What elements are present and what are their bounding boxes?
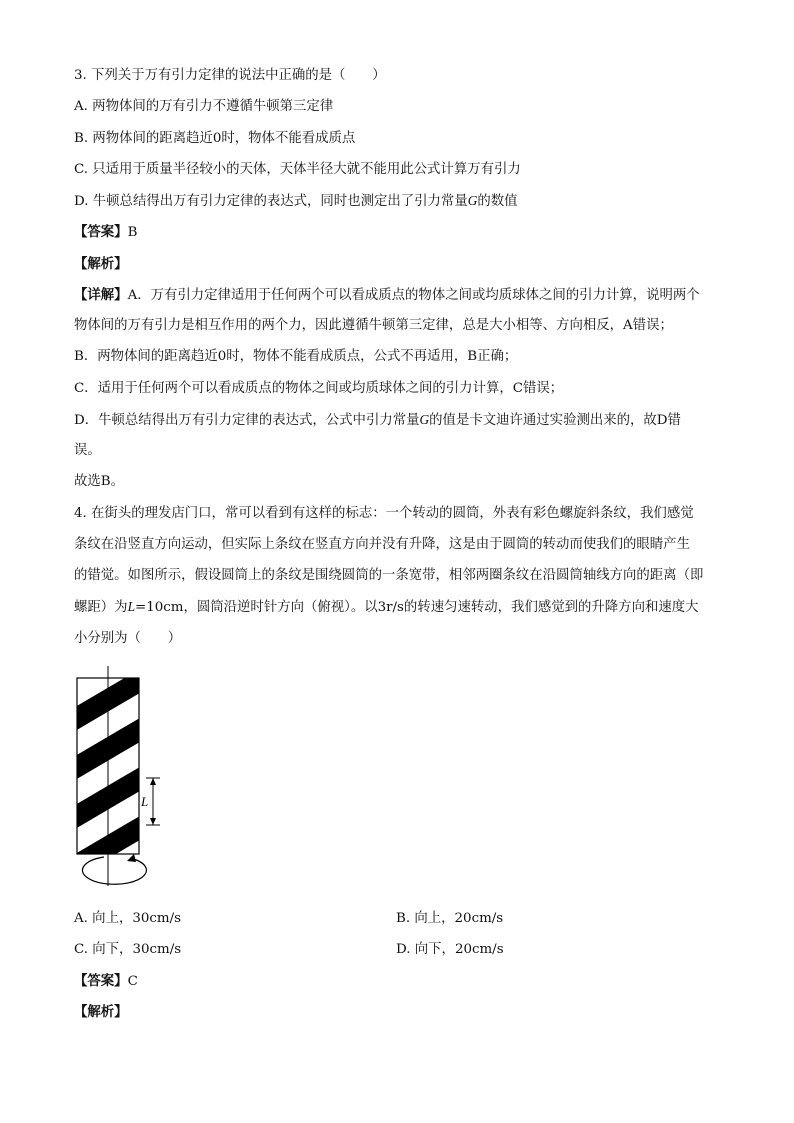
q3-option-d-tail: 的数值 (477, 194, 518, 209)
q3-option-d-g: G (467, 193, 478, 208)
q4-analysis-tag: 【解析】 (74, 1004, 128, 1020)
q4-stem-4 (74, 598, 699, 617)
q4-stem-1: 4. 在街头的理发店门口，常可以看到有这样的标志：一个转动的圆筒，外表有彩色螺旋斜条纹，我们感觉 (74, 506, 694, 521)
q4-stem-5: 小分别为（ ） (74, 631, 182, 646)
q4-option-b: B. 向上，20cm/s (396, 911, 504, 926)
q4-answer-value: C (127, 974, 138, 989)
q4-stem-3: 的错觉。如图所示，假设圆筒上的条纹是围绕圆筒的一条宽带，相邻两圈条纹在沿圆筒轴线方向的距离（即 (74, 568, 704, 583)
q3-answer (74, 223, 137, 242)
q4-stem-4-tail: =10cm，圆筒沿逆时针方向（俯视）。以3r/s的转速匀速转动，我们感觉到的升降方向和速度大 (135, 600, 699, 615)
q3-answer-tag: 【答案】 (74, 224, 128, 240)
q4-answer (74, 972, 138, 991)
q4-stem-2: 条纹在沿竖直方向运动，但实际上条纹在竖直方向并没有升降，这是由于圆筒的转动而使我们的眼睛产生 (74, 537, 690, 552)
q4-option-c: C. 向下，30cm/s (74, 942, 182, 957)
q4-answer-tag: 【答案】 (74, 973, 128, 989)
q3-detail-6: 误。 (74, 443, 101, 458)
q3-detail-3: B．两物体间的距离趋近0时，物体不能看成质点，公式不再适用，B正确； (74, 349, 518, 364)
q3-detail-5 (74, 411, 681, 430)
q3-detail-tag: 【详解】 (74, 287, 128, 303)
q3-detail-4: C．适用于任何两个可以看成质点的物体之间或均质球体之间的引力计算，C错误； (74, 381, 564, 396)
q4-stem-4-text: 螺距）为 (74, 600, 128, 615)
q3-detail-5-g: G (419, 412, 430, 427)
q3-option-b: B. 两物体间的距离趋近0时，物体不能看成质点 (74, 131, 356, 146)
q3-option-d (74, 192, 518, 211)
pole-stripes (70, 664, 150, 881)
pitch-label: L (141, 794, 149, 809)
q3-detail-1 (74, 286, 700, 305)
q4-stem-4-l: L (127, 599, 136, 614)
q3-detail-2: 物体间的万有引力是相互作用的两个力，因此遵循牛顿第三定律，总是大小相等、方向相反，A错误； (74, 318, 673, 333)
q3-option-d-text: D. 牛顿总结得出万有引力定律的表达式，同时也测定出了引力常量 (74, 194, 468, 209)
q3-detail-5-tail: 的值是卡文迪许通过实验测出来的，故D错 (429, 413, 681, 428)
q4-option-a: A. 向上，30cm/s (74, 911, 181, 926)
q3-answer-value: B (127, 225, 138, 240)
barber-pole-figure (70, 664, 170, 896)
rotation-arrow-icon (82, 857, 146, 884)
q3-detail-1-text: A．万有引力定律适用于任何两个可以看成质点的物体之间或均质球体之间的引力计算，说明两个 (127, 288, 700, 303)
q3-stem: 3. 下列关于万有引力定律的说法中正确的是（ ） (74, 68, 386, 83)
q4-option-d: D. 向下，20cm/s (396, 942, 504, 957)
q3-option-c: C. 只适用于质量半径较小的天体，天体半径大就不能用此公式计算万有引力 (74, 162, 521, 177)
q3-option-a: A. 两物体间的万有引力不遵循牛顿第三定律 (74, 99, 334, 114)
q3-choose: 故选B。 (74, 474, 125, 489)
q3-detail-5-text: D．牛顿总结得出万有引力定律的表达式，公式中引力常量 (74, 413, 420, 428)
rotation-arrowhead-icon (127, 854, 136, 862)
q3-analysis-tag: 【解析】 (74, 256, 128, 272)
